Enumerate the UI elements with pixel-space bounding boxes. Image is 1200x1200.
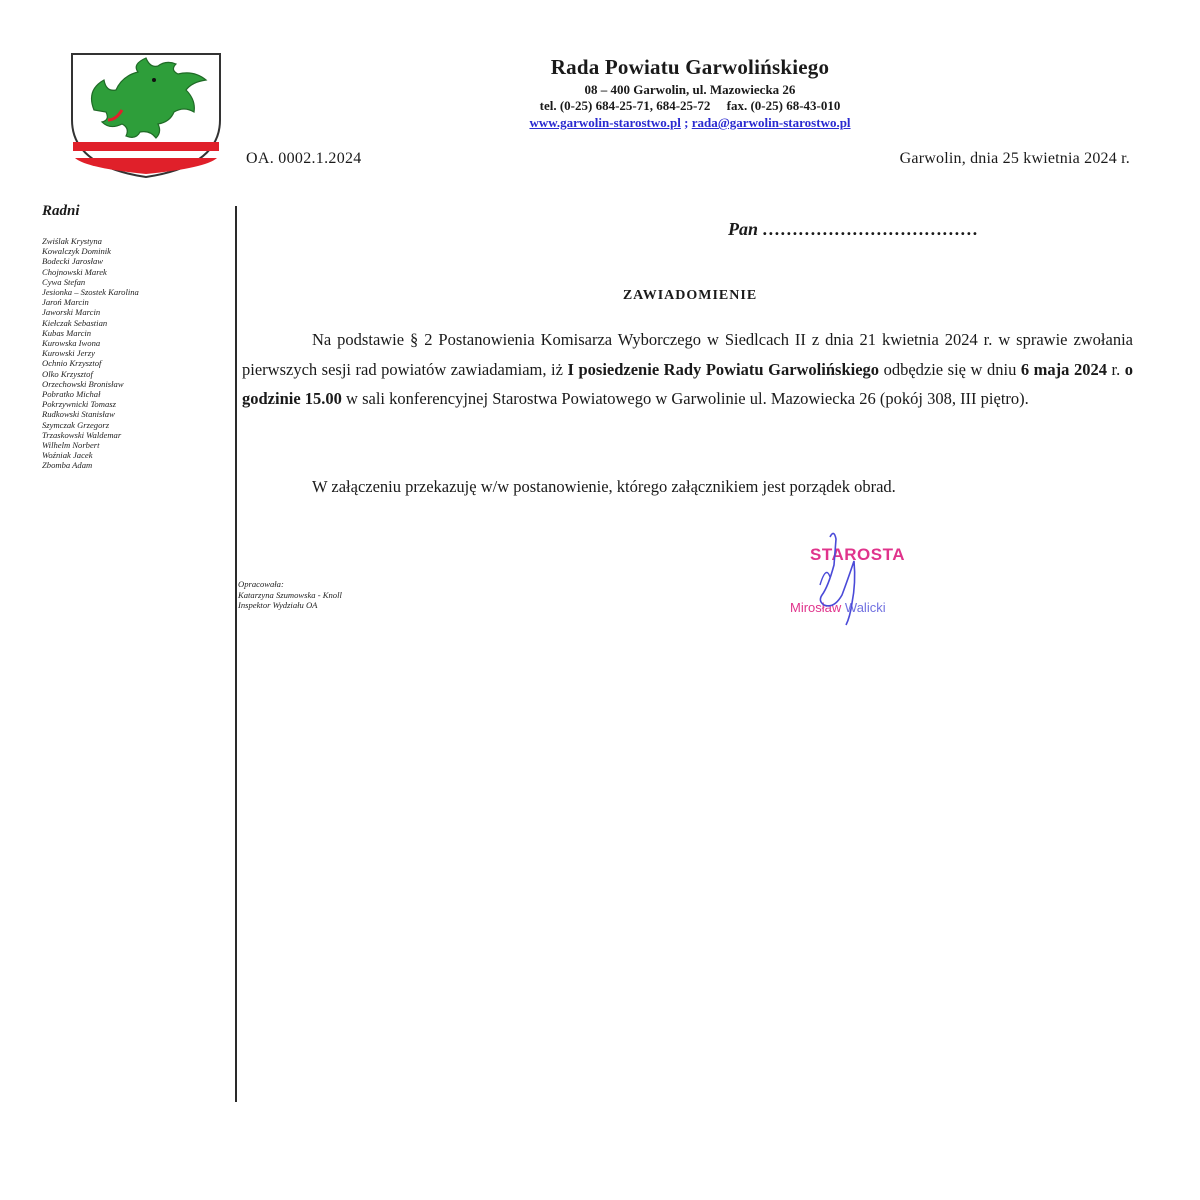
councillor-item: Woźniak Jacek — [42, 450, 93, 461]
councillor-item: Bodecki Jarosław — [42, 256, 104, 267]
prepared-by-name: Katarzyna Szumowska - Knoll — [238, 589, 342, 600]
org-contact-links — [390, 115, 990, 131]
session-time: o godzinie 15.00 — [242, 359, 1133, 408]
org-address: 08 – 400 Garwolin, ul. Mazowiecka 26 — [584, 82, 796, 97]
councillor-item: Olko Krzysztof — [42, 368, 93, 379]
org-phones: tel. (0-25) 684-25-71, 684-25-72 fax. (0-25) 68-43-010 — [539, 98, 841, 113]
councillor-item: Wilhelm Norbert — [42, 440, 100, 451]
councillor-item: Kubas Marcin — [42, 327, 92, 338]
notice-text: w sali konferencyjnej Starostwa Powiatowego w Garwolinie ul. Mazowiecka 26 (pokój 308, III piętro). — [341, 389, 1029, 408]
email-link[interactable]: rada@garwolin-starostwo.pl — [691, 115, 851, 130]
councillor-item: Kiełczak Sebastian — [42, 317, 108, 328]
org-title: Rada Powiatu Garwolińskiego — [550, 55, 830, 79]
stamp-last-name: Walicki — [841, 600, 886, 615]
prepared-by-position: Inspektor Wydziału OA — [238, 600, 318, 610]
notice-text: Na podstawie § 2 Postanowienia Komisarza Wyborczego w Siedlcach II z dnia 21 kwietnia 2024 r. w sprawie zwołania pierwszych sesji rad powiatów zawiadamiam, iż — [242, 330, 1133, 379]
councillor-item: Rudkowski Stanisław — [42, 409, 115, 420]
notice-text: r. — [1106, 359, 1125, 379]
contact-separator: ; — [680, 115, 692, 130]
councillor-item: Zbomba Adam — [42, 460, 93, 471]
councillor-item: Szymczak Grzegorz — [42, 419, 110, 430]
reference-number: OA. 0002.1.2024 — [246, 150, 362, 167]
prepared-by — [238, 579, 342, 611]
prepared-by-label: Opracowała: — [238, 579, 284, 589]
signature-icon — [800, 525, 880, 630]
councillor-item: Pokrzywnicki Tomasz — [42, 399, 116, 410]
councillor-item: Ochnio Krzysztof — [42, 358, 102, 369]
councillor-item: Orzechowski Bronisław — [42, 378, 124, 389]
councillor-item: Kurowski Jerzy — [42, 348, 95, 359]
councillor-item: Jesionka – Szostek Karolina — [42, 287, 139, 298]
stamp-title: STAROSTA — [810, 545, 905, 564]
councillor-item: Kurowska Iwona — [42, 338, 101, 349]
councillor-item: Pobratko Michał — [42, 389, 101, 400]
session-name: I posiedzenie Rady Powiatu Garwolińskiego — [567, 359, 880, 379]
notice-text: odbędzie się w dniu — [879, 359, 1021, 379]
councillor-item: Zwiślak Krystyna — [42, 236, 102, 246]
place-date: Garwolin, dnia 25 kwietnia 2024 r. — [899, 150, 1130, 167]
councillor-item: Trzaskowski Waldemar — [42, 429, 122, 440]
councillor-item: Jaworski Marcin — [42, 307, 101, 318]
attachment-paragraph — [242, 472, 1133, 502]
councillors-heading: Radni — [42, 203, 80, 219]
dragon-crest-icon — [66, 50, 226, 180]
councillor-item: Cywa Stefan — [42, 276, 86, 287]
attachment-text: W załączeniu przekazuję w/w postanowienie, którego załącznikiem jest porządek obrad. — [312, 477, 896, 496]
councillors-list — [42, 236, 232, 471]
notice-paragraph — [242, 325, 1133, 414]
document-title: ZAWIADOMIENIE — [622, 288, 758, 303]
sidebar-divider — [235, 206, 237, 1102]
councillor-item: Chojnowski Marek — [42, 266, 107, 277]
councillor-item: Jaroń Marcin — [42, 297, 89, 308]
website-link[interactable]: www.garwolin-starostwo.pl — [529, 115, 681, 130]
session-date: 6 maja 2024 — [1020, 359, 1107, 379]
recipient-line: Pan ……………………………… — [728, 219, 979, 239]
stamp-first-name: Mirosław — [790, 600, 842, 615]
councillor-item: Kowalczyk Dominik — [42, 246, 111, 257]
